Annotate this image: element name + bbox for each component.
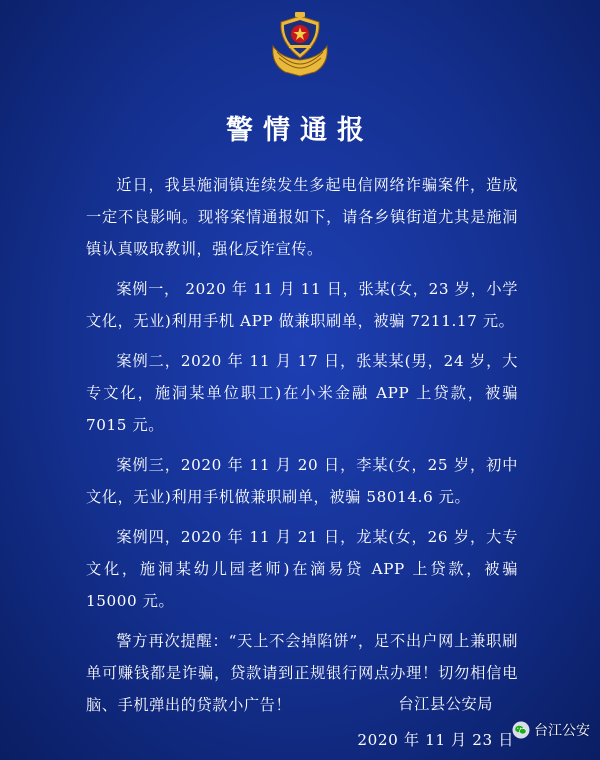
case-four-paragraph: 案例四，2020 年 11 月 21 日，龙某(女，26 岁，大专文化，施洞某幼儿园老师)在滴易贷 APP 上贷款，被骗 15000 元。: [86, 528, 518, 610]
case-one-paragraph: 案例一， 2020 年 11 月 11 日，张某(女，23 岁，小学文化，无业)利用手机 APP 做兼职刷单，被骗 7211.17 元。: [86, 280, 518, 330]
notice-title: 警情通报: [226, 115, 374, 146]
signature-block: [357, 686, 514, 758]
notice-body: [86, 169, 518, 729]
warning-paragraph: 警方再次提醒：“天上不会掉陷饼”，足不出户网上兼职刷单可赚钱都是诈骗，贷款请到正规银行网点办理！切勿相信电脑、手机弹出的贷款小广告！: [86, 632, 518, 714]
case-two-paragraph: 案例二，2020 年 11 月 17 日，张某某(男，24 岁，大专文化，施洞某单位职工)在小米金融 APP 上贷款，被骗 7015 元。: [86, 352, 518, 434]
case-three-paragraph: 案例三，2020 年 11 月 20 日，李某(女，25 岁，初中文化，无业)利用手机做兼职刷单，被骗 58014.6 元。: [86, 456, 518, 506]
watermark-label: 台江公安: [534, 723, 590, 739]
issue-date: 2020 年 11 月 23 日: [357, 731, 514, 749]
intro-paragraph: 近日，我县施洞镇连续发生多起电信网络诈骗案件，造成一定不良影响。现将案情通报如下，请各乡镇街道尤其是施洞镇认真吸取教训，强化反诈宣传。: [86, 176, 518, 258]
issuing-organization: 台江县公安局: [398, 695, 494, 713]
wechat-icon: [512, 721, 530, 739]
police-emblem-icon: [269, 12, 331, 78]
account-watermark: [512, 720, 590, 740]
